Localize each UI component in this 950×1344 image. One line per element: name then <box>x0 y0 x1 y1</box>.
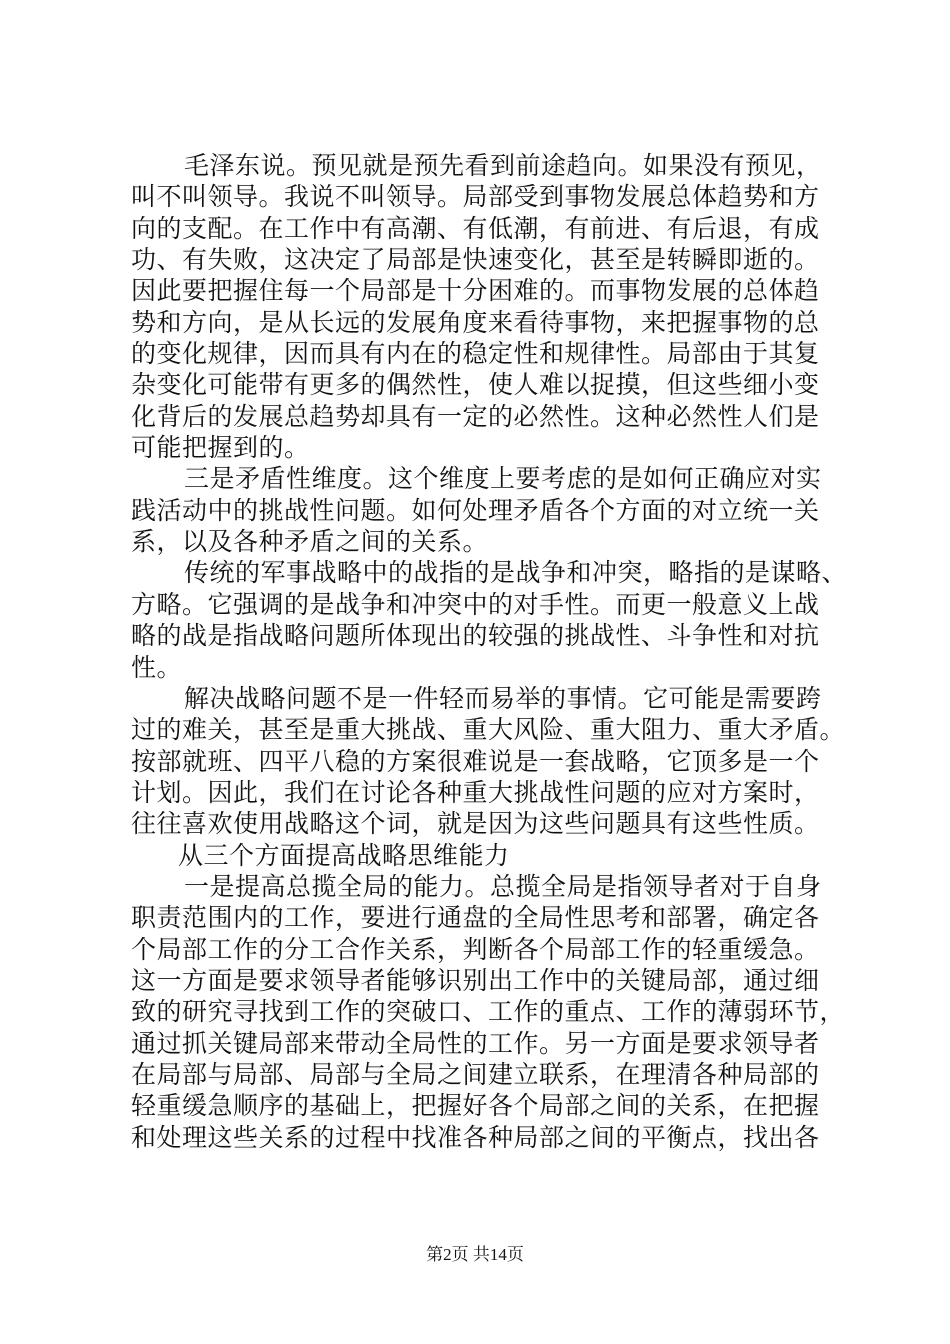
paragraph <box>131 557 850 682</box>
document-body <box>131 150 850 1153</box>
text-line: 解决战略问题不是一件轻而易举的事情。它可能是需要跨 <box>184 683 822 713</box>
text-line: 一是提高总揽全局的能力。总揽全局是指领导者对于自身 <box>184 871 822 901</box>
text-line: 方略。它强调的是战争和冲突中的对手性。而更一般意义上战 <box>131 589 820 619</box>
text-line: 系，以及各种矛盾之间的关系。 <box>131 527 489 557</box>
text-line: 传统的军事战略中的战指的是战争和冲突，略指的是谋略、 <box>184 558 848 588</box>
text-line: 功、有失败，这决定了局部是快速变化，甚至是转瞬即逝的。 <box>131 245 820 275</box>
text-line: 按部就班、四平八稳的方案很难说是一套战略，它顶多是一个 <box>131 746 820 776</box>
section-heading <box>131 840 850 871</box>
text-line: 可能把握到的。 <box>131 433 310 463</box>
page-footer <box>0 1240 950 1265</box>
text-line: 和处理这些关系的过程中找准各种局部之间的平衡点，找出各 <box>131 1122 820 1152</box>
paragraph <box>131 871 850 1153</box>
text-line: 从三个方面提高战略思维能力 <box>178 840 510 870</box>
text-line: 毛泽东说。预见就是预先看到前途趋向。如果没有预见， <box>184 151 822 180</box>
text-line: 致的研究寻找到工作的突破口、工作的重点、工作的薄弱环节， <box>131 997 846 1027</box>
text-line: 化背后的发展总趋势却具有一定的必然性。这种必然性人们是 <box>131 401 820 431</box>
text-line: 三是矛盾性维度。这个维度上要考虑的是如何正确应对实 <box>184 464 822 494</box>
paragraph <box>131 683 850 840</box>
text-line: 个局部工作的分工合作关系，判断各个局部工作的轻重缓急。 <box>131 934 820 964</box>
text-line: 计划。因此，我们在讨论各种重大挑战性问题的应对方案时， <box>131 777 820 807</box>
text-line: 杂变化可能带有更多的偶然性，使人难以捉摸，但这些细小变 <box>131 370 820 400</box>
text-line: 的变化规律，因而具有内在的稳定性和规律性。局部由于其复 <box>131 339 820 369</box>
paragraph <box>131 150 850 463</box>
text-line: 叫不叫领导。我说不叫领导。局部受到事物发展总体趋势和方 <box>131 182 820 212</box>
text-line: 因此要把握住每一个局部是十分困难的。而事物发展的总体趋 <box>131 276 820 306</box>
text-line: 性。 <box>131 652 183 682</box>
text-line: 这一方面是要求领导者能够识别出工作中的关键局部，通过细 <box>131 965 820 995</box>
text-line: 略的战是指战略问题所体现出的较强的挑战性、斗争性和对抗 <box>131 621 820 651</box>
text-line: 往往喜欢使用战略这个词，就是因为这些问题具有这些性质。 <box>131 809 820 839</box>
text-line: 职责范围内的工作，要进行通盘的全局性思考和部署，确定各 <box>131 903 820 933</box>
text-line: 过的难关，甚至是重大挑战、重大风险、重大阻力、重大矛盾。 <box>131 715 846 745</box>
text-line: 轻重缓急顺序的基础上，把握好各个局部之间的关系，在把握 <box>131 1091 820 1121</box>
text-line: 践活动中的挑战性问题。如何处理矛盾各个方面的对立统一关 <box>131 495 820 525</box>
text-line: 在局部与局部、局部与全局之间建立联系，在理清各种局部的 <box>131 1059 820 1089</box>
text-line: 向的支配。在工作中有高潮、有低潮，有前进、有后退，有成 <box>131 213 820 243</box>
text-line: 通过抓关键局部来带动全局性的工作。另一方面是要求领导者 <box>131 1028 820 1058</box>
text-line: 势和方向，是从长远的发展角度来看待事物，来把握事物的总 <box>131 307 820 337</box>
paragraph <box>131 463 850 557</box>
page-number: 第2页 共14页 <box>426 1245 524 1264</box>
